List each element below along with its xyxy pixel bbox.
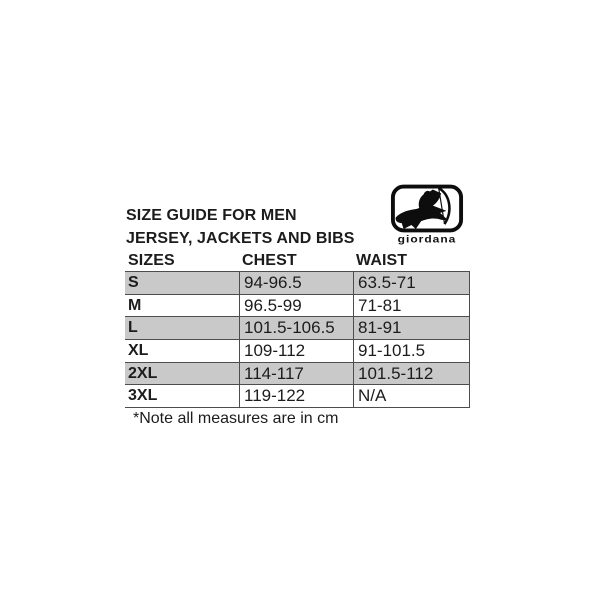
size-table xyxy=(125,271,470,408)
table-row xyxy=(125,271,470,294)
table-row xyxy=(125,339,470,362)
centaur-archer-icon xyxy=(390,184,464,233)
page-subtitle: JERSEY, JACKETS AND BIBS xyxy=(126,230,355,247)
waist-cell: 91-101.5 xyxy=(353,340,470,362)
column-header-sizes: SIZES xyxy=(128,252,175,269)
table-row xyxy=(125,384,470,407)
brand-logo-text: giordana xyxy=(397,233,457,245)
chest-cell: 101.5-106.5 xyxy=(239,317,353,339)
page-title: SIZE GUIDE FOR MEN xyxy=(126,207,297,224)
size-cell: XL xyxy=(128,342,149,360)
size-cell: 2XL xyxy=(128,364,158,382)
chest-cell: 96.5-99 xyxy=(239,295,353,317)
column-header-chest: CHEST xyxy=(242,252,297,269)
waist-cell: 101.5-112 xyxy=(353,363,470,385)
table-column-headers xyxy=(125,250,470,271)
title-block xyxy=(126,204,396,250)
column-header-waist: WAIST xyxy=(356,252,408,269)
size-cell: S xyxy=(128,274,139,291)
footnote: *Note all measures are in cm xyxy=(133,410,339,427)
size-cell: L xyxy=(128,319,138,337)
waist-cell: 71-81 xyxy=(353,295,470,317)
table-row xyxy=(125,316,470,339)
chest-cell: 94-96.5 xyxy=(239,272,353,294)
chest-cell: 114-117 xyxy=(239,363,353,385)
chest-cell: 119-122 xyxy=(239,385,353,407)
size-cell: M xyxy=(128,296,142,314)
table-row xyxy=(125,294,470,317)
waist-cell: 63.5-71 xyxy=(353,272,470,294)
waist-cell: 81-91 xyxy=(353,317,470,339)
table-row xyxy=(125,362,470,385)
brand-logo xyxy=(390,184,464,247)
waist-cell: N/A xyxy=(353,385,470,407)
chest-cell: 109-112 xyxy=(239,340,353,362)
size-cell: 3XL xyxy=(128,387,158,405)
